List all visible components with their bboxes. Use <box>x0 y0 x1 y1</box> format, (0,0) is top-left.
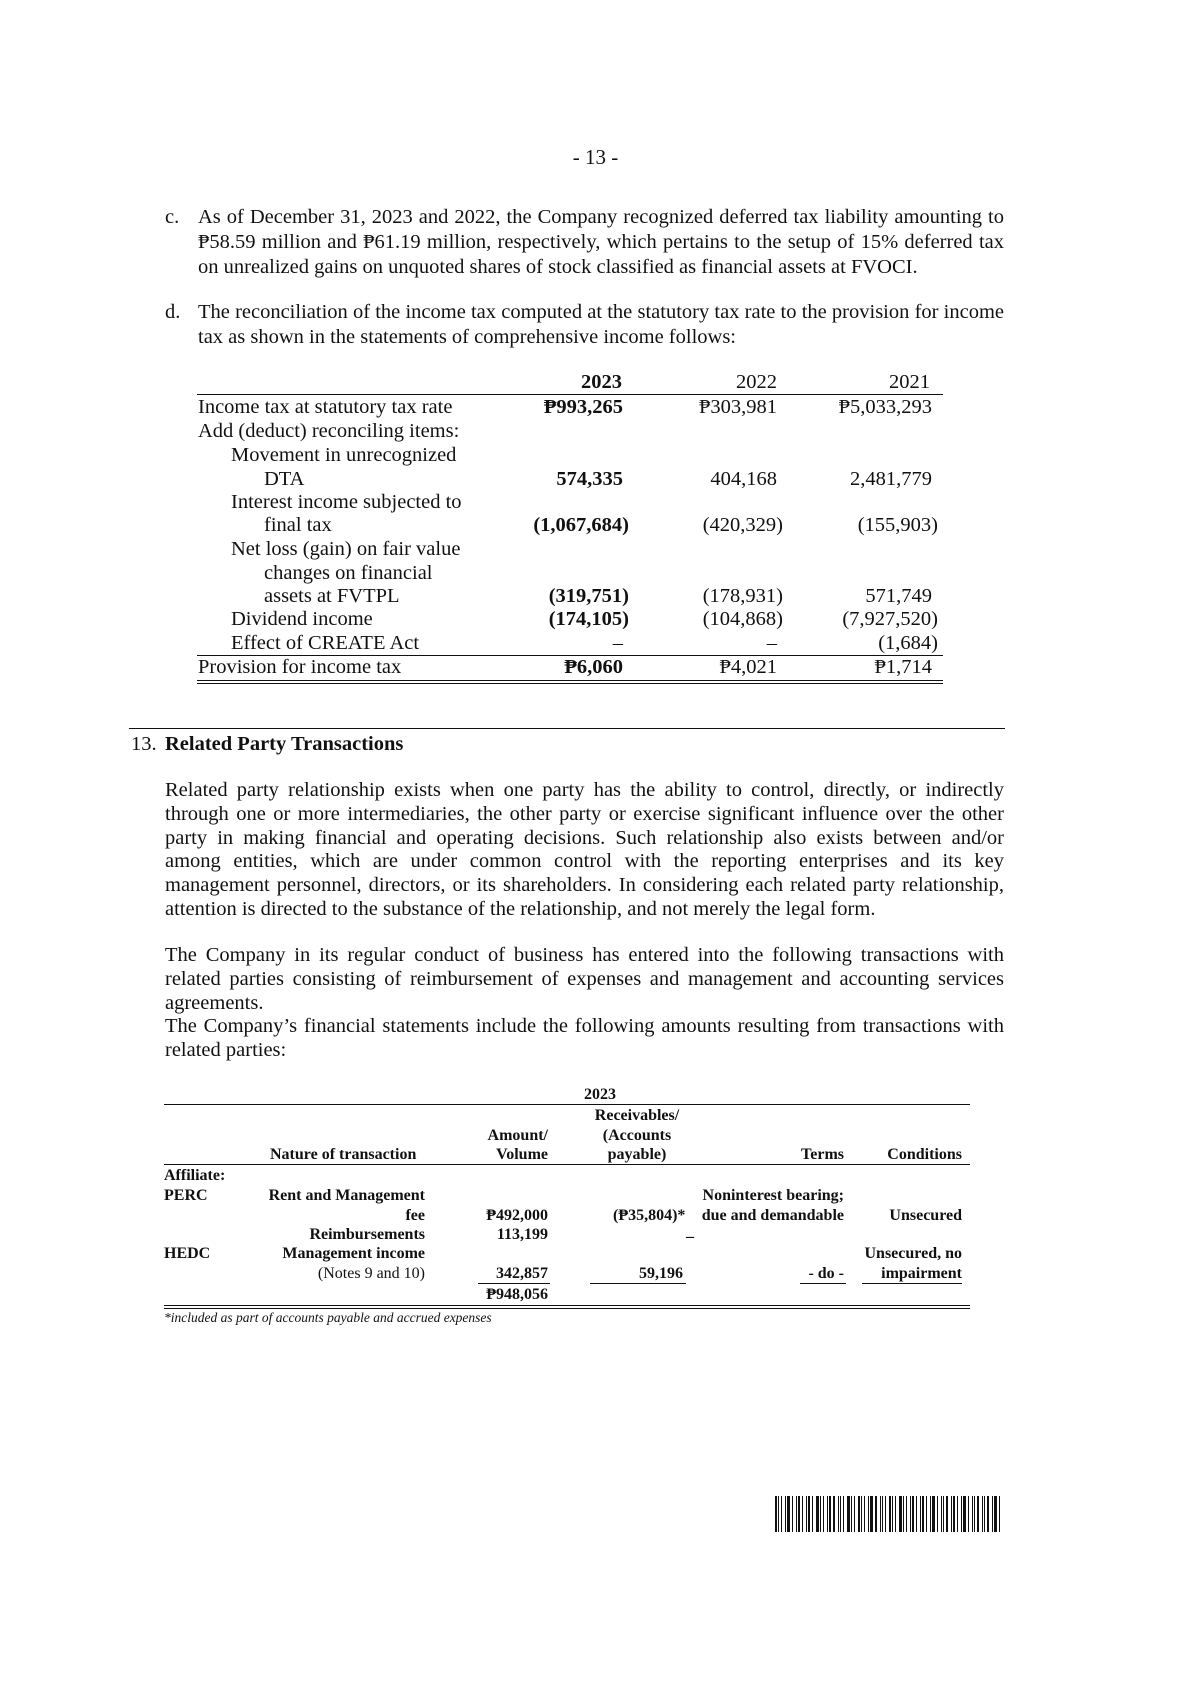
barcode-bar <box>861 1496 862 1532</box>
barcode-bar <box>785 1496 786 1532</box>
rp-receivable: (₱35,804)* <box>613 1207 686 1224</box>
rp-total-rule-bottom <box>164 1308 970 1309</box>
rp-group-affiliate: Affiliate: <box>164 1167 226 1184</box>
barcode-bar <box>974 1496 975 1532</box>
tax-cell-2021: (1,684) <box>878 632 938 654</box>
rp-subtotal-rule <box>590 1283 686 1284</box>
barcode-bar <box>968 1496 969 1532</box>
item-d-text: The reconciliation of the income tax computed at the statutory tax rate to the provision for income tax as shown in the statements of comprehensive income follows: <box>198 301 1004 348</box>
rp-amount: ₱492,000 <box>486 1207 548 1224</box>
barcode-bar <box>875 1496 877 1532</box>
section-number: 13. <box>131 733 157 755</box>
barcode-bar <box>885 1496 886 1532</box>
rp-conditions: Unsecured <box>889 1207 962 1224</box>
barcode-bar <box>963 1496 966 1532</box>
barcode-bar <box>994 1496 997 1532</box>
barcode-bar <box>843 1496 844 1532</box>
barcode-bar <box>906 1496 907 1532</box>
item-d-marker: d. <box>165 301 181 323</box>
tax-cell-2023: (174,105) <box>548 608 629 630</box>
barcode-bar <box>943 1496 944 1532</box>
rp-conditions-cont: impairment <box>881 1265 962 1282</box>
rp-subtotal-rule <box>800 1283 846 1284</box>
barcode-bar <box>806 1496 807 1532</box>
barcode-bar <box>892 1496 893 1532</box>
tax-row-label-cont: final tax <box>264 514 332 536</box>
barcode-bar <box>961 1496 962 1532</box>
barcode-bar <box>787 1496 790 1532</box>
rp-nature-note: (Notes 9 and 10) <box>317 1265 425 1282</box>
page-number: - 13 - <box>572 145 619 169</box>
barcode-bar <box>812 1496 813 1532</box>
rp-terms: - do - <box>808 1265 844 1282</box>
barcode-bar <box>840 1496 841 1532</box>
barcode-bar <box>903 1496 904 1532</box>
tax-cell-2021: (7,927,520) <box>842 608 938 630</box>
rp-nature-cont: fee <box>405 1207 425 1224</box>
barcode-bar <box>937 1496 938 1532</box>
tax-header-2023: 2023 <box>581 371 622 393</box>
barcode-bar <box>838 1496 839 1532</box>
tax-row-label: Net loss (gain) on fair value <box>231 538 461 560</box>
rp-receivable: – <box>686 1228 694 1245</box>
barcode-bar <box>816 1496 819 1532</box>
rp-subtotal-rule <box>862 1283 962 1284</box>
tax-row-label-total: Provision for income tax <box>198 656 402 678</box>
barcode-bar <box>827 1496 828 1532</box>
barcode-bar <box>899 1496 902 1532</box>
tax-header-2021: 2021 <box>889 371 930 393</box>
barcode-bar <box>798 1496 800 1532</box>
section-divider <box>129 728 1005 729</box>
barcode-bar <box>854 1496 855 1532</box>
barcode-bar <box>972 1496 973 1532</box>
rp-nature: Management income <box>282 1245 425 1262</box>
rp-header-nature: Nature of transaction <box>270 1146 417 1163</box>
barcode-bar <box>864 1496 865 1532</box>
tax-cell-2022: 404,168 <box>710 468 777 490</box>
tax-row-label: Movement in unrecognized <box>231 444 457 466</box>
rp-header-amount: Volume <box>496 1146 548 1163</box>
tax-cell-2021: ₱5,033,293 <box>838 396 932 418</box>
tax-row-label: Income tax at statutory tax rate <box>198 396 453 418</box>
rp-nature: Reimbursements <box>309 1226 425 1243</box>
barcode-bar <box>982 1496 983 1532</box>
barcode-bar <box>926 1496 927 1532</box>
tax-double-rule-top <box>197 680 943 681</box>
section-title: Related Party Transactions <box>165 733 404 755</box>
barcode-bar <box>999 1496 1000 1532</box>
barcode-bar <box>984 1496 985 1532</box>
barcode-bar <box>916 1496 917 1532</box>
rp-header-receivables: Receivables/ <box>594 1107 680 1124</box>
barcode-bar <box>992 1496 993 1532</box>
rp-conditions: Unsecured, no <box>864 1245 962 1262</box>
tax-cell-2023: ₱6,060 <box>564 656 623 678</box>
tax-row-label: Add (deduct) reconciling items: <box>198 420 460 442</box>
barcode-bar <box>781 1496 782 1532</box>
rp-header-conditions: Conditions <box>887 1146 962 1163</box>
barcode-bar <box>820 1496 821 1532</box>
tax-cell-2023: (1,067,684) <box>533 514 629 536</box>
tax-cell-2022: (178,931) <box>702 585 783 607</box>
barcode-bar <box>851 1496 852 1532</box>
tax-cell-2023: 574,335 <box>556 468 623 490</box>
rp-amount: 342,857 <box>496 1265 548 1282</box>
rp-terms-cont: due and demandable <box>701 1207 844 1224</box>
rp-amount: 113,199 <box>496 1226 548 1243</box>
tax-row-label-cont: assets at FVTPL <box>264 585 400 607</box>
barcode-bar <box>910 1496 911 1532</box>
tax-cell-2022: (104,868) <box>702 608 783 630</box>
section-paragraph-2: The Company in its regular conduct of business has entered into the following transactions with related parties consisting of reimbursement of expenses and management and accounting services agreements. <box>165 944 1004 1014</box>
barcode-bar <box>778 1496 779 1532</box>
rp-total-amount: ₱948,056 <box>486 1286 548 1303</box>
rp-nature: Rent and Management <box>268 1187 425 1204</box>
barcode-bar <box>920 1496 921 1532</box>
rp-header-receivables: payable) <box>607 1146 667 1163</box>
tax-cell-2021: 2,481,779 <box>850 468 932 490</box>
barcode-bar <box>882 1496 883 1532</box>
barcode-bar <box>957 1496 958 1532</box>
tax-header-2022: 2022 <box>736 371 777 393</box>
barcode-bar <box>932 1496 935 1532</box>
tax-row-label-cont: DTA <box>264 468 305 490</box>
tax-row-label: Interest income subjected to <box>231 491 462 513</box>
barcode-bar <box>802 1496 803 1532</box>
rp-header-rule-top <box>164 1104 970 1105</box>
barcode-bar <box>858 1496 860 1532</box>
item-c-marker: c. <box>165 206 180 228</box>
item-c-text: As of December 31, 2023 and 2022, the Company recognized deferred tax liability amounting to ₱58.59 million and ₱61.19 million, respectively, which pertains to the setup of 15% deferred tax on unrealized gains on unquoted shares of stock classified as financial assets at FVOCI. <box>198 206 1004 278</box>
tax-row-label: Effect of CREATE Act <box>231 632 420 654</box>
rp-total-rule-top <box>164 1305 970 1306</box>
tax-cell-2021: ₱1,714 <box>874 656 932 678</box>
barcode-bar <box>912 1496 914 1532</box>
tax-cell-2021: (155,903) <box>857 514 938 536</box>
barcode-bar <box>823 1496 824 1532</box>
section-paragraph-1: Related party relationship exists when one party has the ability to control, directly, or indirectly through one or more intermediaries, the other party or exercise significant influence over the other party in making financial and operating decisions. Such relationship also exists between and/or among entities, which are under common control with the reporting enterprises and its key management personnel, directors, or its shareholders. In considering each related party relationship, attention is directed to the substance of the relationship, and not merely the legal form. <box>165 779 1004 920</box>
tax-cell-2021: 571,749 <box>865 585 932 607</box>
tax-cell-2023: (319,751) <box>548 585 629 607</box>
barcode-bar <box>941 1496 942 1532</box>
barcode-bar <box>930 1496 931 1532</box>
barcode-bar <box>796 1496 797 1532</box>
barcode-bar <box>775 1496 777 1532</box>
barcode-bar <box>792 1496 793 1532</box>
barcode-bar <box>977 1496 979 1532</box>
barcode-bar <box>987 1496 989 1532</box>
barcode-image <box>775 1496 1003 1532</box>
barcode-bar <box>808 1496 810 1532</box>
rp-terms: Noninterest bearing; <box>702 1187 844 1204</box>
tax-cell-2022: – <box>766 632 777 654</box>
barcode-bar <box>895 1496 896 1532</box>
rp-entity-perc: PERC <box>164 1187 208 1204</box>
rp-year-header: 2023 <box>584 1086 616 1103</box>
barcode-bar <box>953 1496 955 1532</box>
barcode-bar <box>870 1496 873 1532</box>
tax-cell-2023: – <box>612 632 623 654</box>
rp-header-amount: Amount/ <box>487 1127 548 1144</box>
barcode-bar <box>889 1496 891 1532</box>
barcode-bar <box>868 1496 869 1532</box>
rp-receivable: 59,196 <box>639 1265 683 1282</box>
tax-cell-2023: ₱993,265 <box>543 396 623 418</box>
tax-cell-2022: (420,329) <box>702 514 783 536</box>
tax-double-rule-bottom <box>197 683 943 684</box>
barcode-bar <box>847 1496 850 1532</box>
rp-header-receivables: (Accounts <box>602 1127 672 1144</box>
barcode-bar <box>829 1496 831 1532</box>
barcode-bar <box>880 1496 881 1532</box>
tax-cell-2022: ₱4,021 <box>719 656 777 678</box>
tax-row-label: Dividend income <box>231 608 373 630</box>
rp-footnote: *included as part of accounts payable and accrued expenses <box>164 1310 492 1325</box>
rp-entity-hedc: HEDC <box>164 1245 211 1262</box>
tax-cell-2022: ₱303,981 <box>698 396 777 418</box>
rp-header-rule-bottom <box>164 1164 970 1165</box>
barcode-bar <box>951 1496 952 1532</box>
rp-header-terms: Terms <box>801 1146 844 1163</box>
tax-row-label-cont: changes on financial <box>264 562 433 584</box>
section-paragraph-3: The Company’s financial statements include the following amounts resulting from transactions with related parties: <box>165 1015 1004 1061</box>
barcode-bar <box>946 1496 948 1532</box>
barcode-bar <box>833 1496 835 1532</box>
barcode-bar <box>922 1496 924 1532</box>
